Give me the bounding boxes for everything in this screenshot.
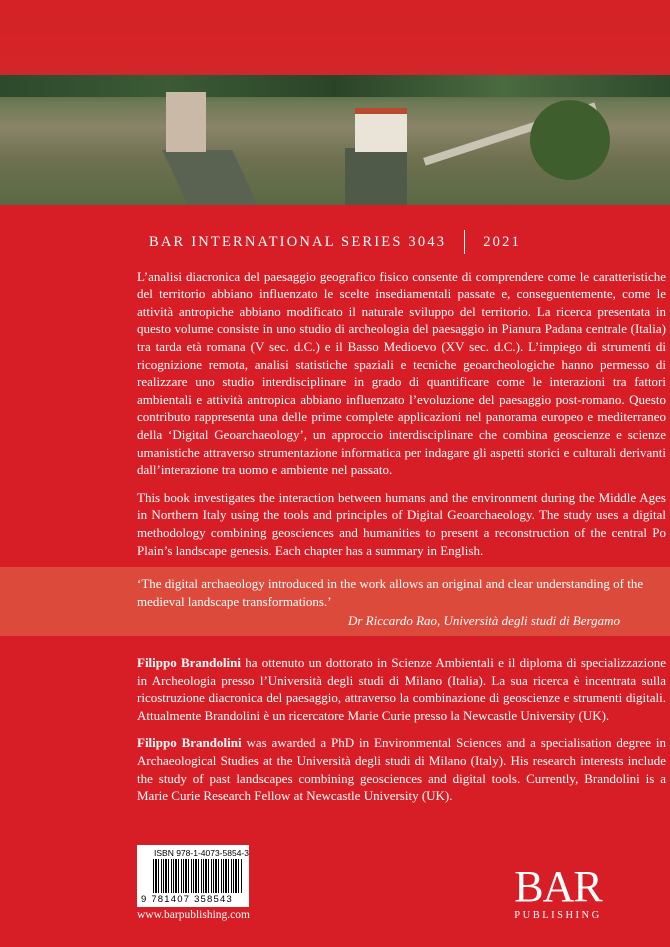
author-name: Filippo Brandolini xyxy=(137,654,241,670)
bio-text: ha ottenuto un dottorato in Scienze Ambientali e il diploma di specializzazione in Archeologia presso l’Università degli studi di Milano (Italia). La sua ricerca è incentrata sulla ricostruzione diacronica del paesaggio, attraverso la combinazione di geoscienze e strumenti digitali. Attualmente Brandolini è un ricercatore Marie Curie presso la Newcastle University (UK). xyxy=(137,654,667,723)
footer xyxy=(137,845,666,945)
cover-photo xyxy=(0,0,670,205)
endorsement-band xyxy=(0,567,670,636)
bio-text: was awarded a PhD in Environmental Sciences and a specialisation degree in Archaeological Studies at the Università degli studi di Milano (Italy). His research interests include the study of past landscapes combining geosciences and digital tools. Currently, Brandolini is a Marie Curie Research Fellow at Newcastle University (UK). xyxy=(137,735,667,804)
isbn-label: ISBN 978-1-4073-5854-3 xyxy=(154,847,249,858)
logo-sub: PUBLISHING xyxy=(514,909,602,921)
bar-publishing-logo xyxy=(508,861,608,921)
author-bio-english xyxy=(137,734,666,804)
barcode-bars xyxy=(153,859,243,893)
series-year: 2021 xyxy=(483,233,522,250)
abstract-italian: L’analisi diacronica del paesaggio geografico fisico consente di comprendere come le caratteristiche del territorio abbiano influenzato le scelte insediamentali passate e, conseguentemente, come le attività antropiche abbiano modificato il naturale sviluppo del territorio. La ricerca presentata in questo volume consiste in uno studio di archeologia del paesaggio in Pianura Padana centrale (Italia) tra tarda età romana (V sec. d.C.) e il Basso Medioevo (XV sec. d.C.). L’impiego di strumenti di ricognizione remota, analisi statistiche spaziali e tecniche geoarcheologiche hanno permesso di realizzare uno studio interdisciplinare in grado di quantificare come le interazioni tra fattori ambientali e attività antropica abbiano influenzato l’evoluzione del paesaggio post-romano. Questo contributo rappresenta una delle prime complete applicazioni nel panorama europeo e mediterraneo della ‘Digital Geoarchaeology’, un approccio interdisciplinare che combina geoscienze e scienze umanistiche attraverso strumentazione informatica per indagare gli aspetti storici e culturali derivanti dall’interazione tra uomo e ambiente nel passato. xyxy=(137,268,666,478)
back-cover-content xyxy=(137,268,666,945)
series-line xyxy=(0,229,670,254)
isbn-barcode xyxy=(137,845,249,907)
endorsement-attribution: Dr Riccardo Rao, Università degli studi di Bergamo xyxy=(347,613,620,629)
barcode-digits: 9 781407 358543 xyxy=(141,893,233,905)
divider xyxy=(464,230,465,254)
logo-main: BAR xyxy=(514,861,602,911)
publisher-website[interactable]: www.barpublishing.com xyxy=(137,908,250,921)
author-bio-italian xyxy=(137,654,666,724)
series-name: BAR INTERNATIONAL SERIES 3043 xyxy=(148,233,447,250)
abstract-english: This book investigates the interaction between humans and the environment during the Middle Ages in Northern Italy using the tools and principles of Digital Geoarchaeology. The study uses a digital methodology combining geosciences and humanities to present a reconstruction of the central Po Plain’s landscape genesis. Each chapter has a summary in English. xyxy=(137,489,666,558)
endorsement-quote: ‘The digital archaeology introduced in the work allows an original and clear understanding of the medieval landscape transformations.’ xyxy=(137,576,644,609)
author-name: Filippo Brandolini xyxy=(137,735,242,751)
